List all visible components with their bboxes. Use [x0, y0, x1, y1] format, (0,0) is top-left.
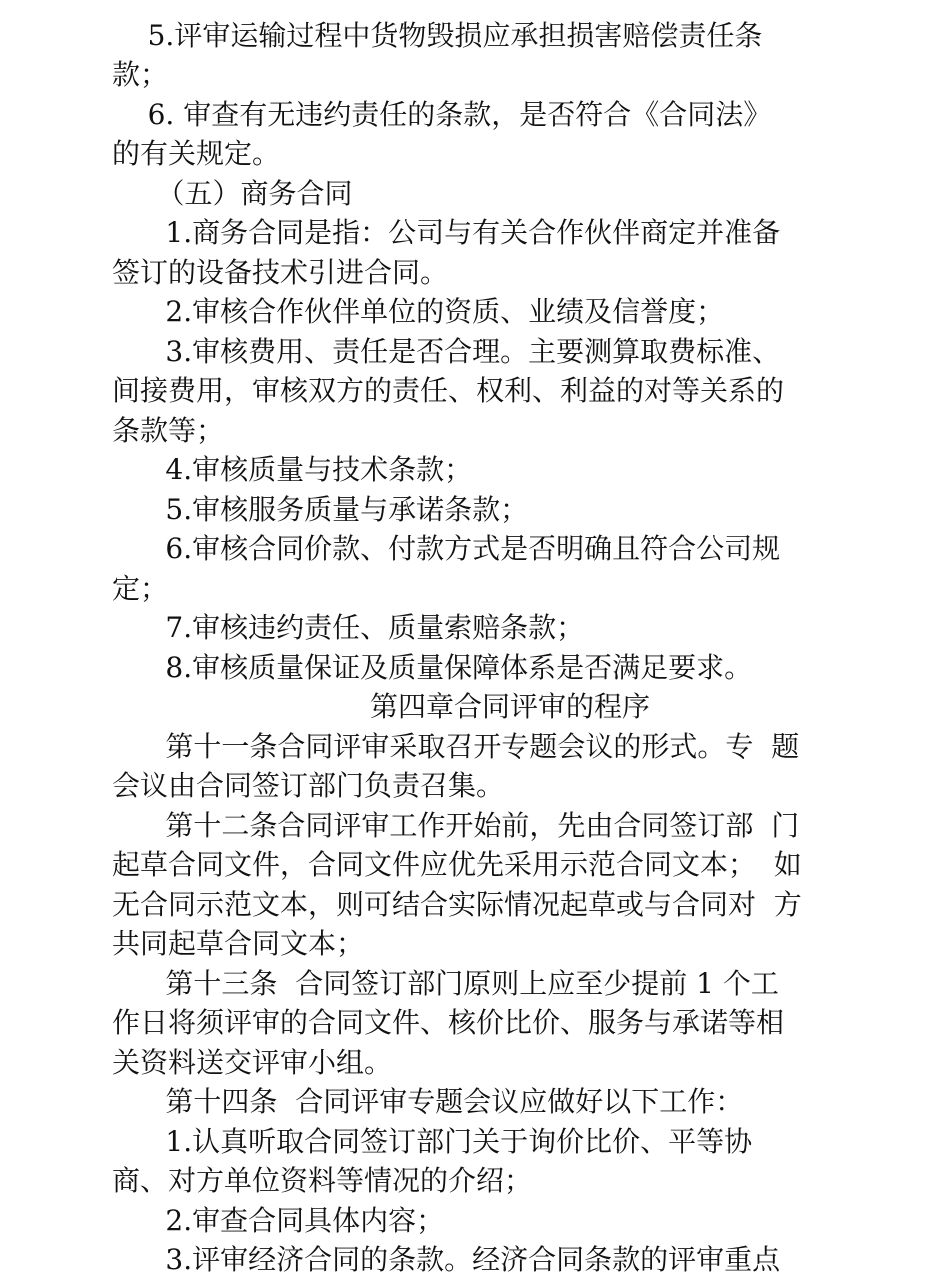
text-line: 款；: [112, 58, 169, 91]
text-line: 共同起草合同文本；: [112, 927, 365, 960]
text-line: 第十一条合同评审采取召开专题会议的形式。专 题: [112, 730, 800, 763]
text-line: 3.评审经济合同的条款。经济合同条款的评审重点: [112, 1243, 781, 1276]
text-line: 2.审核合作伙伴单位的资质、业绩及信誉度；: [112, 295, 725, 328]
text-line: 间接费用，审核双方的责任、权利、利益的对等关系的: [112, 374, 785, 407]
text-line: 1.认真听取合同签订部门关于询价比价、平等协: [112, 1125, 753, 1158]
chapter-heading: 第四章合同评审的程序: [369, 690, 650, 723]
text-line: 的有关规定。: [112, 137, 281, 170]
text-line: 会议由合同签订部门负责召集。: [112, 769, 505, 802]
text-line: 第十四条 合同评审专题会议应做好以下工作：: [112, 1085, 744, 1118]
text-line: 4.审核质量与技术条款；: [112, 453, 473, 486]
text-line: 第十三条 合同签订部门原则上应至少提前 1 个工: [112, 967, 779, 1000]
text-line: 条款等；: [112, 414, 225, 447]
section-heading: （五）商务合同: [112, 177, 353, 210]
text-line: 5.审核服务质量与承诺条款；: [112, 493, 529, 526]
text-line: 1.商务合同是指：公司与有关合作伙伴商定并准备: [112, 216, 781, 249]
text-line: 5.评审运输过程中货物毁损应承担损害赔偿责任条: [112, 19, 763, 52]
text-line: 定；: [112, 572, 169, 605]
text-line: 2.审查合同具体内容；: [112, 1204, 445, 1237]
text-line: 商、对方单位资料等情况的介绍；: [112, 1164, 533, 1197]
text-line: 7.审核违约责任、质量索赔条款；: [112, 611, 585, 644]
text-line: 6.审核合同价款、付款方式是否明确且符合公司规: [112, 532, 781, 565]
text-line: 作日将须评审的合同文件、核价比价、服务与承诺等相: [112, 1006, 785, 1039]
text-line: 8.审核质量保证及质量保障体系是否满足要求。: [112, 651, 753, 684]
text-line: 起草合同文件，合同文件应优先采用示范合同文本； 如: [112, 848, 802, 881]
text-line: 签订的设备技术引进合同。: [112, 256, 449, 289]
text-line: 无合同示范文本，则可结合实际情况起草或与合同对 方: [112, 888, 802, 921]
text-line: 3.审核费用、责任是否合理。主要测算取费标准、: [112, 335, 781, 368]
text-line: 第十二条合同评审工作开始前，先由合同签订部 门: [112, 809, 800, 842]
text-line: 6. 审查有无违约责任的条款，是否符合《合同法》: [112, 98, 772, 131]
text-line: 关资料送交评审小组。: [112, 1046, 393, 1079]
